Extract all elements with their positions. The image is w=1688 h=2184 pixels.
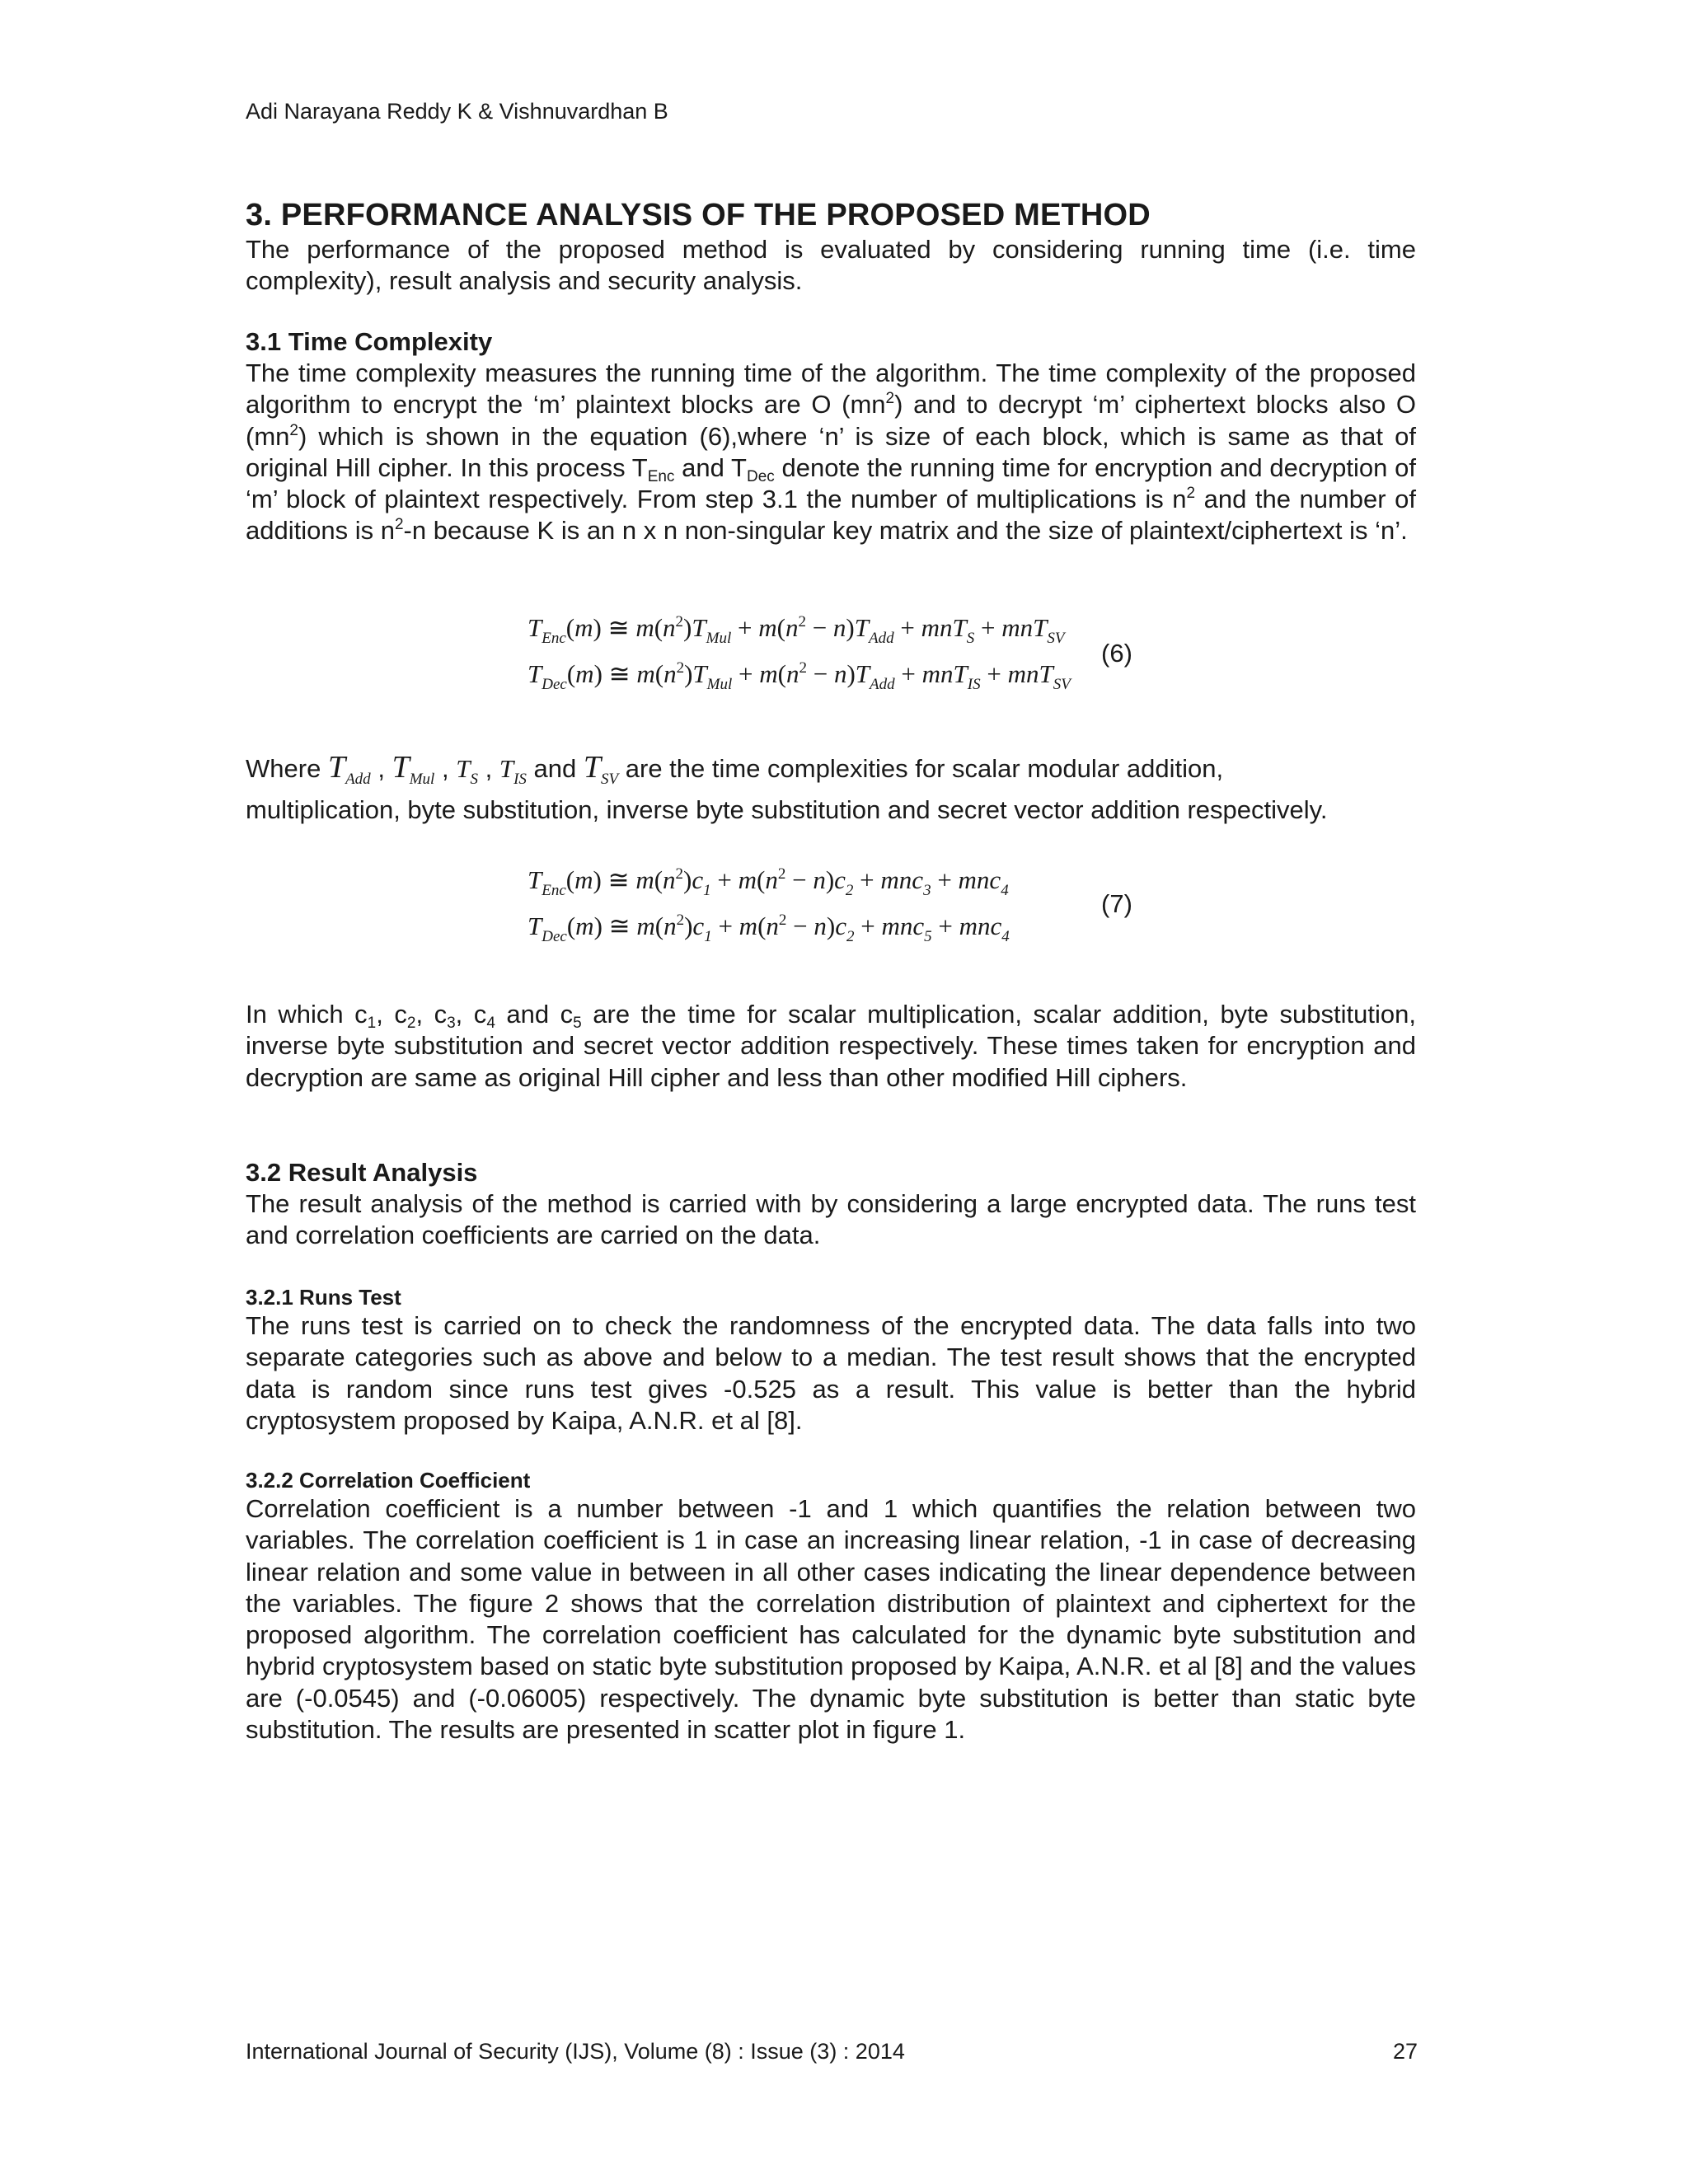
- equation-6-number: (6): [1101, 639, 1132, 668]
- section-3-1-after-eq7: In which $c_1$, $c_2$, $c_3$, $c_4$ and $c_5$ are the time for scalar multiplication, scalar addition, byte substitution, inverse byte substitution and secret vector addition respectively. These times taken for encryption and decryption are same as original Hill cipher and less than other modified Hill ciphers.: [246, 1000, 1416, 1092]
- equation-6-decryption-line: $T_{Dec}(m)$ ≅ $m(n^2)T_{Mul} + m(n^2 - n)T_{Add} + mnT_{IS} + mnT_{SV}$: [528, 659, 1071, 693]
- equation-6-encryption-line: $T_{Enc}(m)$ ≅ $m(n^2)T_{Mul} + m(n^2 - n)T_{Add} + mnT_S + mnT_{SV}$: [528, 613, 1065, 647]
- equation-7-decryption-line: $T_{Dec}(m)$ ≅ $m(n^2)c_1 + m(n^2 - n)c_2 + mnc_5 + mnc_4$: [528, 912, 1010, 945]
- section-3-2-1-title: 3.2.1 Runs Test: [246, 1285, 401, 1310]
- section-3-2-2-body: Correlation coefficient is a number between -1 and 1 which quantifies the relation between two variables. The correlation coefficient is 1 in case an increasing linear relation, -1 in case of decreasing linear relation and some value in between in all other cases indicating the linear dependence between the variables. The figure 2 shows that the correlation distribution of plaintext and ciphertext for the proposed algorithm. The correlation coefficient has calculated for the dynamic byte substitution and hybrid cryptosystem based on static byte substitution proposed by Kaipa, A.N.R. et al [8] and the values are (-0.0545) and (-0.06005) respectively. The dynamic byte substitution is better than static byte substitution. The results are presented in scatter plot in figure 1.: [246, 1494, 1416, 1745]
- where-suffix: are the time complexities for scalar modular addition,: [625, 754, 1224, 783]
- section-3-2-title: 3.2 Result Analysis: [246, 1158, 478, 1187]
- symbol-t-is: $T_{IS}$: [499, 754, 527, 788]
- symbol-t-add: $T_{Add}$: [327, 750, 371, 788]
- symbol-t-s: $T_S$: [456, 754, 478, 788]
- section-3-title: 3. PERFORMANCE ANALYSIS OF THE PROPOSED METHOD: [246, 198, 1151, 232]
- equation-7-number: (7): [1101, 889, 1132, 918]
- symbol-t-sv: $T_{SV}$: [583, 750, 619, 788]
- section-3-1-body: The time complexity measures the running time of the algorithm. The time complexity of the proposed algorithm to encrypt the ‘m’ plaintext blocks are O $(mn^2)$ and to decrypt ‘m’ ciphertext blocks also O $(mn^2)$ which is shown in the equation (6),where ‘n’ is size of each block, which is same as that of original Hill cipher. In this process $T_{Enc}$ and $T_{Dec}$ denote the running time for encryption and decryption of ‘m’ block of plaintext respectively. From step 3.1 the number of multiplications is $n^2$ and the number of additions is $n^2-n$ because K is an n x n non-singular key matrix and the size of plaintext/ciphertext is ‘n’.: [246, 359, 1417, 546]
- equation-7-encryption-line: $T_{Enc}(m)$ ≅ $m(n^2)c_1 + m(n^2 - n)c_2 + mnc_3 + mnc_4$: [528, 865, 1009, 899]
- symbol-t-mul: $T_{Mul}$: [392, 750, 435, 788]
- section-3-2-2-title: 3.2.2 Correlation Coefficient: [246, 1468, 531, 1493]
- where-prefix: Where: [246, 754, 321, 783]
- footer-page-number: 27: [1393, 2039, 1418, 2064]
- section-3-1-title: 3.1 Time Complexity: [246, 327, 493, 356]
- footer-journal-citation: International Journal of Security (IJS), Volume (8) : Issue (3) : 2014: [246, 2039, 905, 2064]
- running-head-authors: Adi Narayana Reddy K & Vishnuvardhan B: [246, 99, 668, 124]
- section-3-2-1-body: The runs test is carried on to check the randomness of the encrypted data. The data falls into two separate categories such as above and below to a median. The test result shows that the encrypted data is random since runs test gives -0.525 as a result. This value is better than the hybrid cryptosystem proposed by Kaipa, A.N.R. et al [8].: [246, 1311, 1416, 1435]
- section-3-intro: The performance of the proposed method is evaluated by considering running time (i.e. time complexity), result analysis and security analysis.: [246, 235, 1416, 296]
- where-definition-line-2: multiplication, byte substitution, inverse byte substitution and secret vector addition respectively.: [246, 795, 1328, 824]
- section-3-2-intro: The result analysis of the method is carried with by considering a large encrypted data. The runs test and correlation coefficients are carried on the data.: [246, 1189, 1416, 1250]
- where-definition-line: Where $T_{Add}$ , $T_{Mul}$ , $T_S$ , $T_{IS}$ and $T_{SV}$ are the time complexities for scalar modular addition,: [246, 750, 1224, 788]
